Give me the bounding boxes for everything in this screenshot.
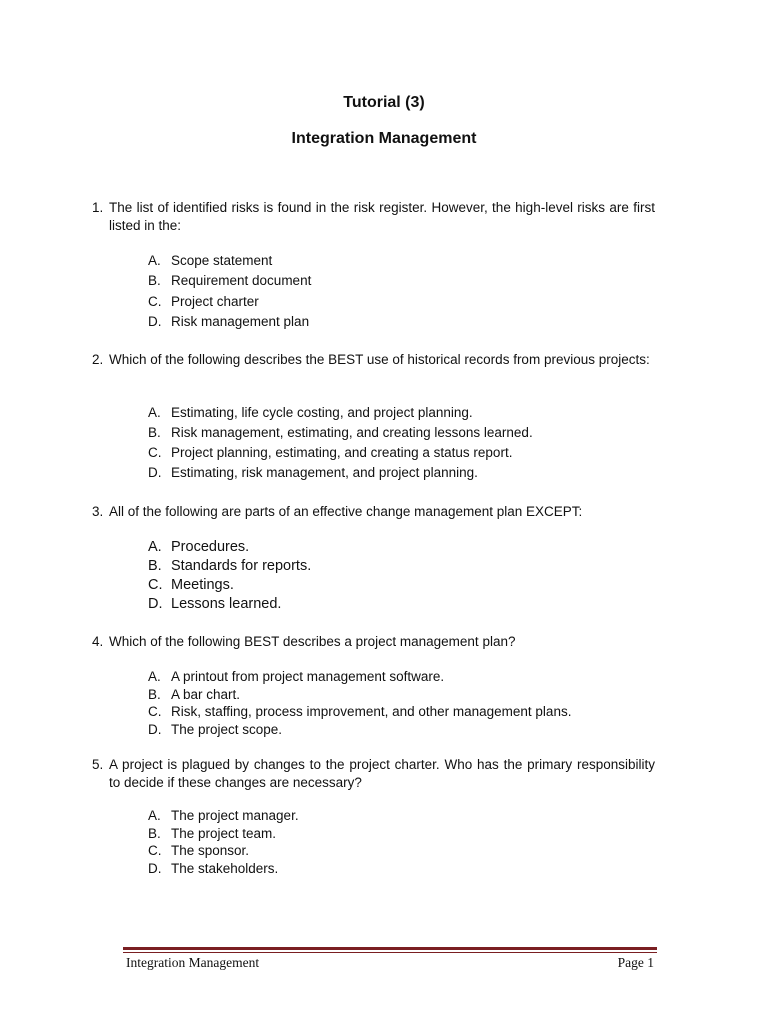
question-number: 4. bbox=[92, 634, 104, 649]
option-letter: B. bbox=[148, 825, 161, 841]
option-letter: D. bbox=[148, 596, 163, 612]
question-text: Which of the following describes the BEST use of historical records from previous projects: bbox=[109, 352, 650, 367]
option-text: The sponsor. bbox=[171, 843, 250, 859]
question-2 bbox=[92, 351, 655, 369]
option-text: Risk, staffing, process improvement, and other management plans. bbox=[171, 704, 572, 720]
option-item bbox=[148, 292, 311, 312]
option-text: Estimating, risk management, and project planning. bbox=[171, 465, 478, 480]
question-number: 3. bbox=[92, 504, 104, 519]
question-1-options bbox=[148, 251, 311, 332]
question-4-options bbox=[148, 668, 571, 739]
question-3 bbox=[92, 503, 655, 521]
option-item bbox=[148, 557, 311, 576]
footer-title: Integration Management bbox=[126, 955, 260, 970]
option-text: Estimating, life cycle costing, and project planning. bbox=[171, 405, 473, 420]
option-text: Scope statement bbox=[171, 253, 273, 268]
option-letter: A. bbox=[148, 253, 161, 268]
option-item bbox=[148, 463, 533, 483]
option-letter: D. bbox=[148, 861, 162, 877]
option-item bbox=[148, 703, 571, 721]
question-number: 2. bbox=[92, 352, 104, 367]
page-number: Page 1 bbox=[617, 955, 654, 970]
option-text: The project manager. bbox=[171, 808, 299, 823]
option-item bbox=[148, 807, 299, 825]
option-item bbox=[148, 595, 311, 614]
question-number: 1. bbox=[92, 200, 104, 215]
option-letter: A. bbox=[148, 539, 162, 555]
option-text: Standards for reports. bbox=[171, 558, 312, 574]
option-text: Lessons learned. bbox=[171, 596, 282, 612]
option-letter: C. bbox=[148, 704, 162, 720]
option-text: A bar chart. bbox=[171, 686, 241, 702]
option-text: Meetings. bbox=[171, 577, 234, 593]
option-text: The project team. bbox=[171, 825, 277, 841]
question-1 bbox=[92, 199, 655, 235]
option-letter: D. bbox=[148, 465, 162, 480]
option-item bbox=[148, 721, 571, 739]
question-5 bbox=[92, 756, 655, 792]
option-letter: C. bbox=[148, 293, 162, 309]
option-text: Procedures. bbox=[171, 539, 250, 555]
option-letter: B. bbox=[148, 273, 161, 289]
option-text: The stakeholders. bbox=[171, 861, 279, 877]
option-item bbox=[148, 842, 299, 860]
question-text: Which of the following BEST describes a project management plan? bbox=[109, 634, 516, 649]
option-item bbox=[148, 251, 311, 271]
option-letter: D. bbox=[148, 313, 162, 329]
question-text: The list of identified risks is found in the risk register. However, the high-level risks are first listed in the: bbox=[109, 200, 655, 233]
option-letter: A. bbox=[148, 405, 161, 420]
option-letter: D. bbox=[148, 722, 162, 738]
option-text: Requirement document bbox=[171, 273, 312, 289]
question-4 bbox=[92, 633, 655, 651]
option-text: Project planning, estimating, and creating a status report. bbox=[171, 445, 513, 460]
option-letter: A. bbox=[148, 669, 161, 684]
option-letter: C. bbox=[148, 577, 163, 593]
option-item bbox=[148, 668, 571, 686]
question-text: A project is plagued by changes to the project charter. Who has the primary responsibility to decide if these changes are necessary? bbox=[109, 757, 655, 790]
option-text: The project scope. bbox=[171, 722, 283, 738]
option-item bbox=[148, 312, 311, 332]
option-item bbox=[148, 443, 533, 463]
question-text: All of the following are parts of an effective change management plan EXCEPT: bbox=[109, 504, 583, 519]
question-3-options bbox=[148, 538, 311, 614]
question-number: 5. bbox=[92, 757, 104, 772]
footer-rule-thin bbox=[123, 952, 657, 953]
option-text: Risk management, estimating, and creating lessons learned. bbox=[171, 425, 533, 440]
option-item bbox=[148, 538, 311, 557]
option-item bbox=[148, 271, 311, 291]
footer-rule bbox=[123, 947, 657, 950]
option-text: A printout from project management software. bbox=[171, 669, 445, 684]
option-letter: B. bbox=[148, 686, 161, 702]
option-letter: C. bbox=[148, 843, 162, 859]
option-item bbox=[148, 403, 533, 423]
option-text: Risk management plan bbox=[171, 313, 310, 329]
question-2-options bbox=[148, 403, 533, 483]
option-item bbox=[148, 686, 571, 704]
page-subtitle: Integration Management bbox=[291, 130, 477, 147]
option-text: Project charter bbox=[171, 293, 259, 309]
option-item bbox=[148, 825, 299, 843]
page-title: Tutorial (3) bbox=[343, 94, 425, 111]
option-item bbox=[148, 423, 533, 443]
option-item bbox=[148, 860, 299, 878]
option-letter: B. bbox=[148, 425, 161, 440]
question-5-options bbox=[148, 807, 299, 878]
option-letter: C. bbox=[148, 445, 162, 460]
option-letter: A. bbox=[148, 808, 161, 823]
option-item bbox=[148, 576, 311, 595]
option-letter: B. bbox=[148, 558, 162, 574]
